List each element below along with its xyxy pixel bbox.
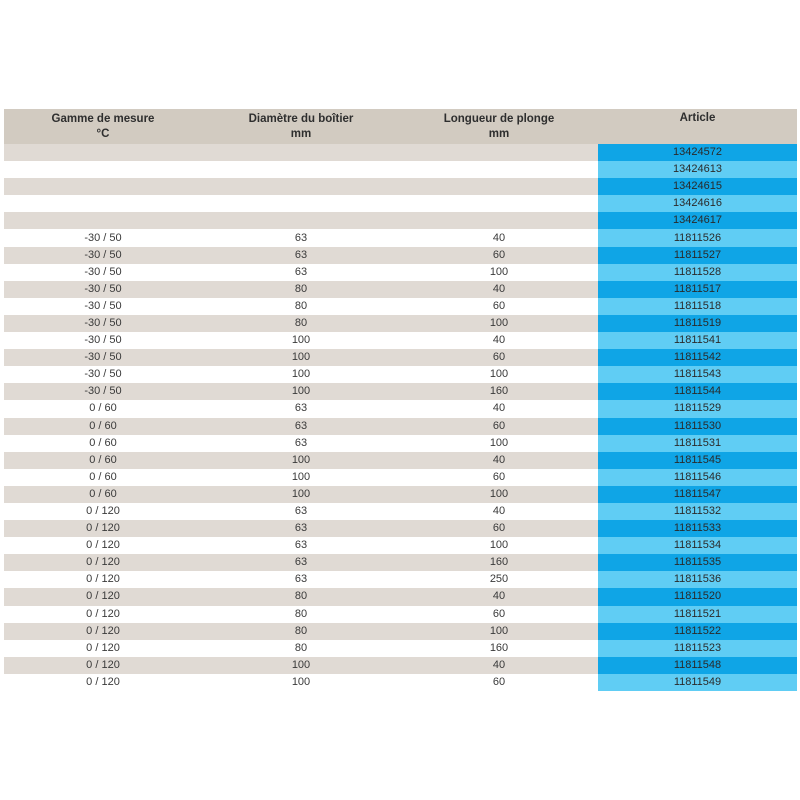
cell-length: 160: [489, 556, 509, 569]
table-header: [4, 109, 797, 144]
cell-article: 11811528: [598, 264, 797, 281]
cell-diameter: 100: [291, 487, 311, 500]
cell-diameter: 80: [294, 316, 308, 329]
cell-range: 0 / 120: [86, 539, 120, 552]
table-row: [4, 349, 797, 366]
table-row: [4, 281, 797, 298]
cell-length: [400, 212, 598, 229]
cell-diameter: 63: [294, 539, 308, 552]
cell-article: 11811547: [598, 486, 797, 503]
table-row: [4, 144, 797, 161]
cell-article: 11811535: [598, 554, 797, 571]
cell-article: 11811521: [598, 606, 797, 623]
cell-range: 0 / 120: [86, 624, 120, 637]
table-row: [4, 332, 797, 349]
cell-range: -30 / 50: [84, 334, 122, 347]
cell-range: 0 / 120: [86, 590, 120, 603]
cell-range: [4, 161, 202, 178]
cell-diameter: 63: [294, 436, 308, 449]
cell-article: 11811543: [598, 366, 797, 383]
cell-diameter: [202, 178, 400, 195]
cell-diameter: 63: [294, 231, 308, 244]
header-length: [400, 109, 598, 144]
header-length-unit: mm: [488, 128, 510, 140]
cell-range: 0 / 120: [86, 573, 120, 586]
table-row: [4, 315, 797, 332]
cell-article: 11811526: [598, 229, 797, 246]
cell-range: 0 / 60: [89, 470, 117, 483]
cell-diameter: [202, 144, 400, 161]
cell-range: -30 / 50: [84, 282, 122, 295]
table-row: [4, 571, 797, 588]
cell-diameter: 100: [291, 658, 311, 671]
table-row: [4, 623, 797, 640]
table-row: [4, 383, 797, 400]
cell-diameter: 80: [294, 299, 308, 312]
cell-range: 0 / 120: [86, 675, 120, 688]
cell-length: 100: [489, 487, 509, 500]
cell-length: 40: [492, 282, 506, 295]
cell-range: 0 / 60: [89, 402, 117, 415]
cell-length: 250: [489, 573, 509, 586]
cell-diameter: 63: [294, 573, 308, 586]
table-row: [4, 469, 797, 486]
table-row: [4, 520, 797, 537]
cell-article: 11811519: [598, 315, 797, 332]
header-range-unit: °C: [96, 128, 110, 140]
cell-article: 11811518: [598, 298, 797, 315]
cell-article: 13424616: [598, 195, 797, 212]
cell-length: 40: [492, 334, 506, 347]
table-row: [4, 640, 797, 657]
cell-diameter: 80: [294, 641, 308, 654]
cell-range: [4, 195, 202, 212]
cell-article: 11811548: [598, 657, 797, 674]
cell-article: 11811527: [598, 247, 797, 264]
header-range: [4, 109, 202, 144]
table-body: [4, 144, 797, 691]
table-row: [4, 178, 797, 195]
cell-diameter: 63: [294, 419, 308, 432]
cell-range: 0 / 120: [86, 505, 120, 518]
cell-length: 100: [489, 316, 509, 329]
header-article-title: Article: [679, 112, 716, 124]
cell-diameter: 63: [294, 248, 308, 261]
cell-diameter: 100: [291, 334, 311, 347]
table-row: [4, 657, 797, 674]
cell-range: 0 / 120: [86, 658, 120, 671]
cell-range: -30 / 50: [84, 231, 122, 244]
cell-length: 100: [489, 624, 509, 637]
cell-diameter: 63: [294, 505, 308, 518]
header-diameter: [202, 109, 400, 144]
cell-diameter: 80: [294, 607, 308, 620]
cell-length: 160: [489, 385, 509, 398]
cell-article: 11811546: [598, 469, 797, 486]
cell-range: 0 / 120: [86, 607, 120, 620]
cell-length: 40: [492, 453, 506, 466]
header-range-title: Gamme de mesure: [51, 113, 155, 125]
table-row: [4, 247, 797, 264]
table-row: [4, 161, 797, 178]
cell-range: 0 / 60: [89, 436, 117, 449]
header-article: [598, 109, 797, 144]
cell-article: 11811517: [598, 281, 797, 298]
cell-length: 60: [492, 419, 506, 432]
cell-diameter: [202, 212, 400, 229]
table-row: [4, 435, 797, 452]
cell-length: 60: [492, 675, 506, 688]
product-table: [4, 109, 797, 691]
cell-article: 11811541: [598, 332, 797, 349]
cell-article: 11811522: [598, 623, 797, 640]
table-row: [4, 452, 797, 469]
cell-diameter: 100: [291, 675, 311, 688]
cell-range: 0 / 120: [86, 641, 120, 654]
cell-length: [400, 144, 598, 161]
table-row: [4, 418, 797, 435]
cell-range: -30 / 50: [84, 351, 122, 364]
header-diameter-title: Diamètre du boîtier: [248, 113, 354, 125]
table-row: [4, 486, 797, 503]
cell-length: 40: [492, 658, 506, 671]
cell-range: [4, 178, 202, 195]
cell-article: 11811534: [598, 537, 797, 554]
cell-range: -30 / 50: [84, 248, 122, 261]
cell-article: 11811536: [598, 571, 797, 588]
cell-article: 11811523: [598, 640, 797, 657]
cell-diameter: [202, 161, 400, 178]
cell-diameter: 80: [294, 624, 308, 637]
cell-range: [4, 212, 202, 229]
cell-length: [400, 178, 598, 195]
cell-length: 60: [492, 299, 506, 312]
table-row: [4, 366, 797, 383]
cell-article: 11811542: [598, 349, 797, 366]
cell-range: -30 / 50: [84, 316, 122, 329]
cell-article: 11811531: [598, 435, 797, 452]
cell-length: 40: [492, 231, 506, 244]
cell-diameter: 63: [294, 522, 308, 535]
cell-range: -30 / 50: [84, 299, 122, 312]
header-diameter-unit: mm: [290, 128, 312, 140]
table-row: [4, 264, 797, 281]
cell-article: 11811544: [598, 383, 797, 400]
cell-article: 13424617: [598, 212, 797, 229]
table-row: [4, 195, 797, 212]
cell-length: 100: [489, 368, 509, 381]
table-row: [4, 674, 797, 691]
cell-diameter: 80: [294, 590, 308, 603]
cell-range: 0 / 60: [89, 453, 117, 466]
cell-article: 11811533: [598, 520, 797, 537]
header-length-title: Longueur de plonge: [443, 113, 555, 125]
cell-range: 0 / 60: [89, 419, 117, 432]
table-row: [4, 537, 797, 554]
cell-length: [400, 161, 598, 178]
cell-range: 0 / 60: [89, 487, 117, 500]
cell-diameter: 63: [294, 556, 308, 569]
table-row: [4, 229, 797, 246]
cell-range: -30 / 50: [84, 265, 122, 278]
cell-diameter: 63: [294, 402, 308, 415]
cell-length: [400, 195, 598, 212]
cell-article: 11811530: [598, 418, 797, 435]
cell-range: [4, 144, 202, 161]
cell-length: 100: [489, 539, 509, 552]
table-row: [4, 400, 797, 417]
table-row: [4, 606, 797, 623]
cell-length: 60: [492, 470, 506, 483]
cell-length: 60: [492, 351, 506, 364]
cell-diameter: 63: [294, 265, 308, 278]
table-row: [4, 588, 797, 605]
cell-article: 11811545: [598, 452, 797, 469]
table-row: [4, 554, 797, 571]
cell-range: -30 / 50: [84, 385, 122, 398]
cell-diameter: 100: [291, 351, 311, 364]
cell-length: 60: [492, 607, 506, 620]
cell-article: 13424572: [598, 144, 797, 161]
cell-length: 40: [492, 402, 506, 415]
cell-diameter: [202, 195, 400, 212]
cell-range: -30 / 50: [84, 368, 122, 381]
table-row: [4, 503, 797, 520]
cell-article: 11811520: [598, 588, 797, 605]
cell-range: 0 / 120: [86, 556, 120, 569]
cell-range: 0 / 120: [86, 522, 120, 535]
cell-length: 40: [492, 590, 506, 603]
table-row: [4, 212, 797, 229]
cell-length: 160: [489, 641, 509, 654]
cell-article: 13424615: [598, 178, 797, 195]
cell-article: 11811532: [598, 503, 797, 520]
cell-diameter: 100: [291, 368, 311, 381]
cell-diameter: 80: [294, 282, 308, 295]
cell-diameter: 100: [291, 453, 311, 466]
cell-length: 60: [492, 248, 506, 261]
cell-length: 40: [492, 505, 506, 518]
cell-diameter: 100: [291, 385, 311, 398]
cell-diameter: 100: [291, 470, 311, 483]
cell-article: 11811549: [598, 674, 797, 691]
table-row: [4, 298, 797, 315]
cell-article: 13424613: [598, 161, 797, 178]
cell-article: 11811529: [598, 400, 797, 417]
cell-length: 60: [492, 522, 506, 535]
cell-length: 100: [489, 265, 509, 278]
cell-length: 100: [489, 436, 509, 449]
